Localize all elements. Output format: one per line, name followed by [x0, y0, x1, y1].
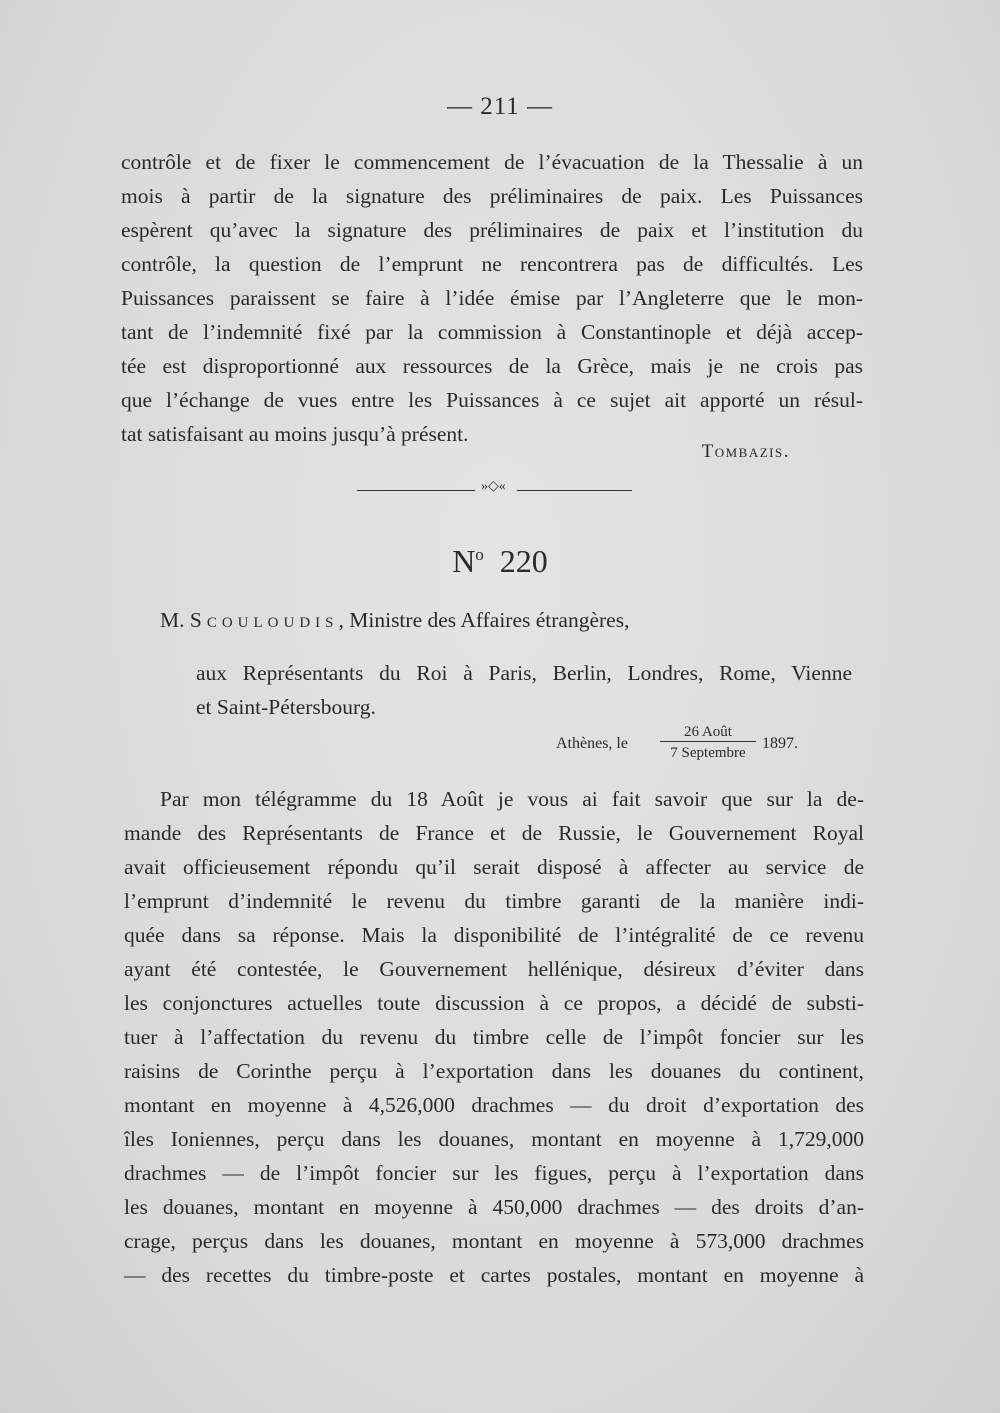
recipients [196, 656, 852, 724]
text-line: drachmes — de l’impôt foncier sur les figues, perçu à l’exportation dans [124, 1161, 864, 1185]
dateline-gregorian-date: 7 Septembre [670, 745, 746, 761]
text-line: Puissances paraissent se faire à l’idée émise par l’Angleterre que le mon- [121, 286, 863, 310]
text-line: les conjonctures actuelles toute discussion à ce propos, a décidé de substi- [124, 991, 864, 1015]
divider-rule-right [517, 490, 632, 491]
document-number [0, 543, 1000, 580]
divider-rule-left [357, 490, 475, 491]
text-line: les douanes, montant en moyenne à 450,000 drachmes — des droits d’an- [124, 1195, 864, 1219]
text-line: mois à partir de la signature des préliminaires de paix. Les Puissances [121, 184, 863, 208]
sender-name: Scouloudis [189, 608, 339, 632]
text-line: avait officieusement répondu qu’il serait disposé à affecter au service de [124, 855, 864, 879]
dateline-year: 1897. [762, 735, 798, 752]
text-line: crage, perçus dans les douanes, montant en moyenne à 573,000 drachmes [124, 1229, 864, 1253]
text-line: espèrent qu’avec la signature des préliminaires de paix et l’institution du [121, 218, 863, 242]
dateline-double-date [660, 723, 756, 762]
document-number-superscript: o [475, 545, 484, 564]
document-number-value: 220 [499, 543, 548, 579]
text-line: tat satisfaisant au moins jusqu’à présent. [121, 422, 469, 446]
paragraph-letter-body [124, 782, 864, 1292]
dateline-place: Athènes, le [556, 735, 628, 752]
text-line: Par mon télégramme du 18 Août je vous ai fait savoir que sur la de- [160, 787, 864, 811]
divider-ornament-icon: »◇« [481, 479, 506, 494]
text-line: montant en moyenne à 4,526,000 drachmes — du droit d’exportation des [124, 1093, 864, 1117]
page-number: — 211 — [446, 93, 554, 120]
text-line: ayant été contestée, le Gouvernement hellénique, désireux d’éviter dans [124, 957, 864, 981]
document-number-prefix: N [452, 543, 476, 579]
text-line: contrôle et de fixer le commencement de l’évacuation de la Thessalie à un [121, 150, 863, 174]
signature: Tombazis. [701, 441, 790, 462]
text-line: l’emprunt d’indemnité le revenu du timbre garanti de la manière indi- [124, 889, 864, 913]
text-line: îles Ioniennes, perçu dans les douanes, montant en moyenne à 1,729,000 [124, 1127, 864, 1151]
text-line: contrôle, la question de l’emprunt ne rencontrera pas de difficultés. Les [121, 252, 863, 276]
paragraph-continuation [121, 145, 863, 451]
text-line: que l’échange de vues entre les Puissances à ce sujet ait apporté un résul- [121, 388, 863, 412]
section-divider [357, 481, 632, 501]
dateline-julian-date: 26 Août [660, 723, 756, 742]
text-line: — des recettes du timbre-poste et cartes postales, montant en moyenne à [124, 1263, 864, 1287]
text-line: mande des Représentants de France et de Russie, le Gouvernement Royal [124, 821, 864, 845]
sender-title: M. [160, 608, 185, 632]
text-line: quée dans sa réponse. Mais la disponibilité de l’intégralité de ce revenu [124, 923, 864, 947]
recipients-line: et Saint-Pétersbourg. [196, 695, 376, 719]
sender-role: , Ministre des Affaires étrangères, [338, 608, 630, 632]
recipients-line: aux Représentants du Roi à Paris, Berlin, Londres, Rome, Vienne [196, 661, 852, 685]
sender-line [160, 603, 629, 637]
text-line: tée est disproportionné aux ressources de la Grèce, mais je ne crois pas [121, 354, 863, 378]
text-line: tant de l’indemnité fixé par la commission à Constantinople et déjà accep- [121, 320, 863, 344]
text-line: raisins de Corinthe perçu à l’exportation dans les douanes du continent, [124, 1059, 864, 1083]
text-line: tuer à l’affectation du revenu du timbre celle de l’impôt foncier sur les [124, 1025, 864, 1049]
